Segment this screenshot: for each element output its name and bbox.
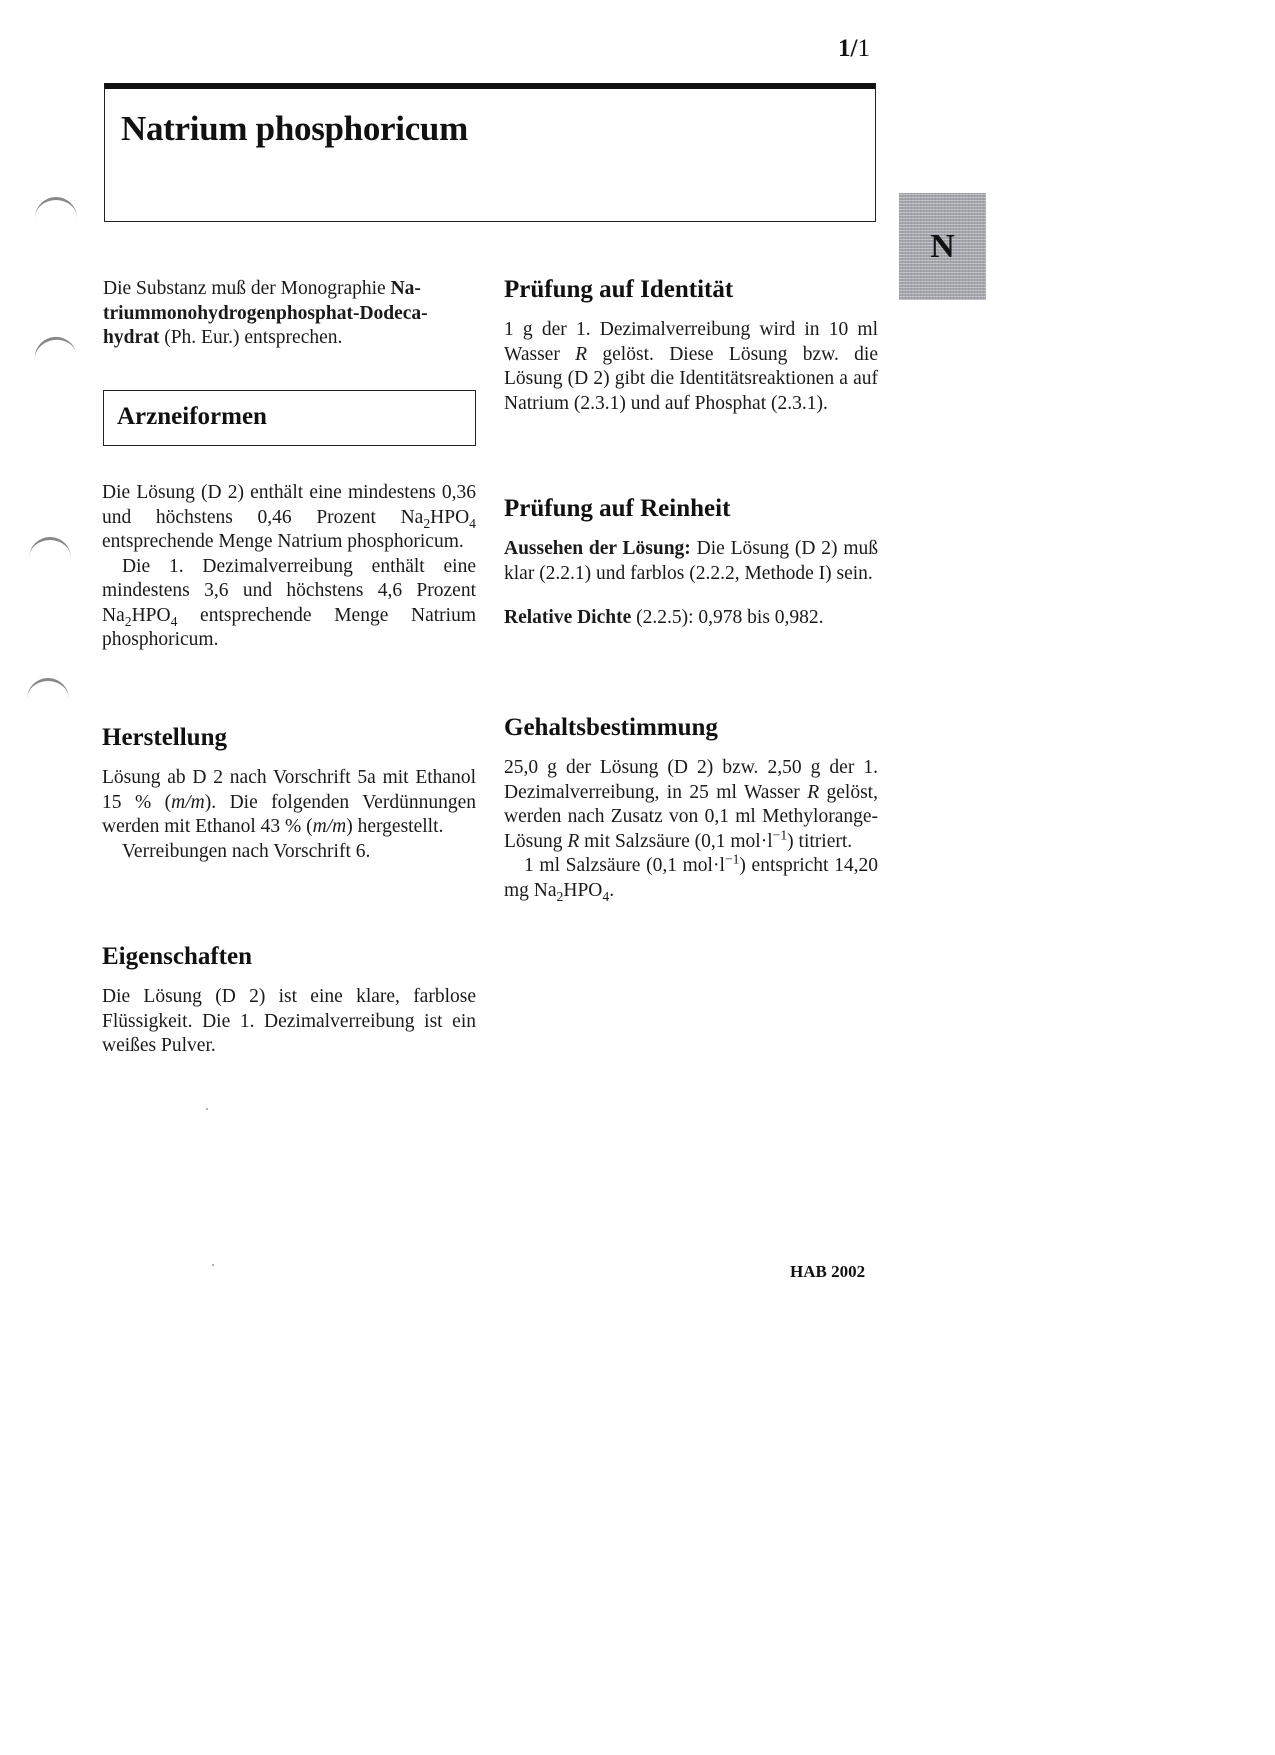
identitaet-heading: Prüfung auf Identität: [504, 276, 734, 303]
arzneiformen-p1: Die Lösung (D 2) enthält eine mindestens 0,36 und höchstens 0,46 Prozent $Na_2HPO_4$ entsprechende Menge Natrium phosphoricum.: [102, 482, 476, 552]
eigenschaften-section: [102, 942, 476, 1059]
punch-hole-icon: [27, 678, 69, 699]
footer-edition: HAB 2002: [790, 1262, 866, 1281]
intro-bold-reference: Na- triummonohydrogenphosphat-Dodeca- hydrat: [103, 278, 428, 348]
index-tab-letter: N: [930, 227, 955, 265]
herstellung-p1: Lösung ab D 2 nach Vorschrift 5a mit Ethanol 15 % (m/m). Die folgenden Verdünnungen werden mit Ethanol 43 % (m/m) hergestellt.: [102, 767, 476, 837]
identitaet-p1: 1 g der 1. Dezimalverreibung wird in 10 ml Wasser R gelöst. Diese Lösung bzw. die Lösung (D 2) gibt die Identitätsreaktionen a auf Natrium (2.3.1) und auf Phosphat (2.3.1).: [504, 319, 878, 414]
page-number-bold: 1/: [838, 35, 858, 62]
intro-text: Die Substanz muß der Monographie: [103, 278, 391, 299]
arzneiformen-section: [102, 481, 476, 653]
index-tab-marker: [899, 193, 986, 300]
eigenschaften-p1: Die Lösung (D 2) ist eine klare, farblose Flüssigkeit. Die 1. Dezimalverreibung ist ein weißes Pulver.: [102, 986, 476, 1056]
arzneiformen-p2: Die 1. Dezimalverreibung enthält eine mindestens 3,6 und höchstens 4,6 Prozent $Na_2HPO_4$ entsprechende Menge Natrium phosphoricum.: [102, 555, 476, 650]
page-number-light: 1: [857, 35, 870, 62]
intro-text-after: (Ph. Eur.) entsprechen.: [159, 327, 343, 348]
page-number: [838, 34, 870, 64]
page-title: Natrium phosphoricum: [121, 109, 468, 148]
reinheit-heading: Prüfung auf Reinheit: [504, 495, 731, 522]
arzneiformen-heading-box: [103, 390, 476, 446]
reinheit-section: [504, 494, 878, 631]
reinheit-dichte: Relative Dichte (2.2.5): 0,978 bis 0,982.: [504, 607, 824, 628]
punch-hole-icon: [29, 537, 71, 558]
title-box: [104, 83, 876, 222]
gehalt-p1: 25,0 g der Lösung (D 2) bzw. 2,50 g der 1. Dezimalverreibung, in 25 ml Wasser R gelöst, werden nach Zusatz von 0,1 ml Methylorange-Lösung R mit Salzsäure (0,1 $mol\cdot l^{-1}$) titriert.: [504, 757, 878, 852]
herstellung-section: [102, 723, 476, 864]
scan-speck: [206, 1108, 208, 1110]
gehalt-heading: Gehaltsbestimmung: [504, 714, 718, 741]
reinheit-aussehen: Aussehen der Lösung: Die Lösung (D 2) muß klar (2.2.1) und farblos (2.2.2, Methode I) sein.: [504, 538, 878, 584]
arzneiformen-heading: Arzneiformen: [117, 403, 267, 430]
intro-paragraph: [103, 277, 477, 351]
herstellung-heading: Herstellung: [102, 724, 227, 751]
gehalt-p2: 1 ml Salzsäure (0,1 $mol\cdot l^{-1}$) entspricht 14,20 mg $Na_2HPO_4$.: [504, 851, 879, 904]
punch-hole-icon: [31, 334, 76, 362]
scan-speck: [212, 1264, 214, 1266]
eigenschaften-heading: Eigenschaften: [102, 943, 252, 970]
punch-hole-icon: [35, 197, 77, 218]
gehalt-section: [504, 713, 878, 903]
herstellung-p2: Verreibungen nach Vorschrift 6.: [122, 840, 371, 862]
identitaet-section: [504, 275, 878, 416]
